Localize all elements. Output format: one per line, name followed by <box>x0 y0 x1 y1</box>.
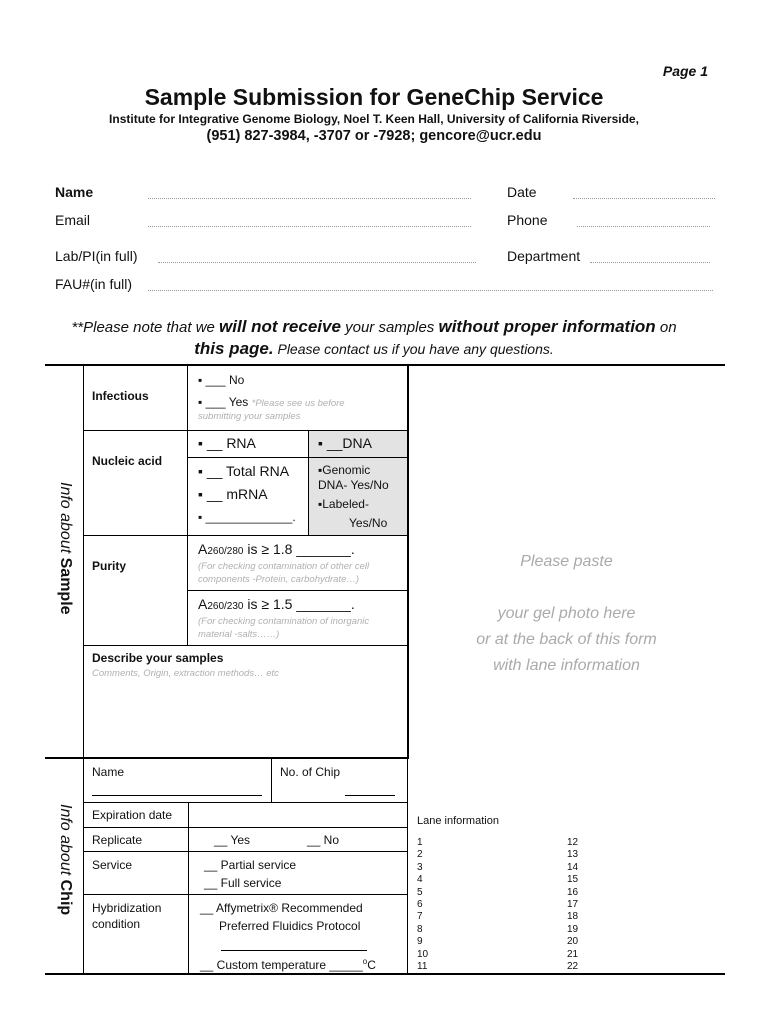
infectious-yes-option[interactable]: ▪ ___ Yes *Please see us before <box>198 395 345 409</box>
lane-list-right <box>567 837 578 973</box>
nucleic-subdivider <box>188 457 407 458</box>
paste-line-3: or at the back of this form <box>476 631 657 648</box>
lane-number: 18 <box>567 911 579 923</box>
table-bottom-border <box>45 973 725 975</box>
row-separator <box>84 645 407 646</box>
a260-230-field[interactable]: A260/230 is ≥ 1.5 _______. <box>198 596 355 612</box>
labeled-dna-option[interactable]: ▪Labeled- <box>318 497 369 511</box>
paste-line-4: with lane information <box>493 657 640 674</box>
replicate-yes-option[interactable]: __ Yes <box>214 833 251 847</box>
notice-line-2: this page. Please contact us if you have any questions. <box>194 339 554 358</box>
lane-number: 10 <box>417 948 429 960</box>
email-label: Email <box>55 212 91 228</box>
name-field[interactable] <box>148 198 471 199</box>
describe-hint: Comments, Origin, extraction methods… etc <box>92 668 279 679</box>
dna-option[interactable]: ▪ __DNA <box>318 435 372 451</box>
lane-number: 19 <box>567 923 579 935</box>
email-field[interactable] <box>148 226 471 227</box>
lane-info-title: Lane information <box>417 815 499 827</box>
a260-280-hint-1: (For checking contamination of other cell <box>198 561 370 572</box>
sample-side-label: Info about Sample <box>57 482 74 615</box>
lane-number: 7 <box>417 911 423 923</box>
lane-number: 22 <box>567 961 579 973</box>
chip-side-divider <box>83 758 84 974</box>
department-field[interactable] <box>590 262 710 263</box>
paste-line-2: your gel photo here <box>497 605 636 622</box>
fau-label: FAU#(in full) <box>55 276 133 292</box>
chip-name-divider <box>271 758 272 802</box>
fau-field[interactable] <box>148 290 713 291</box>
notice-line-1: **Please note that we will not receive your samples without proper information on <box>71 317 677 336</box>
date-label: Date <box>507 184 537 200</box>
lane-number: 8 <box>417 923 423 935</box>
lane-number: 11 <box>417 961 428 973</box>
total-rna-option[interactable]: ▪ __ Total RNA <box>198 463 290 479</box>
lane-list-left <box>417 837 428 973</box>
section-separator <box>45 757 409 759</box>
a260-230-hint-2: material -salts……) <box>198 629 280 640</box>
infectious-hint: submitting your samples <box>198 411 301 422</box>
page-number: Page 1 <box>662 63 708 79</box>
labeled-dna-yesno: Yes/No <box>349 516 388 530</box>
lane-number: 1 <box>417 837 423 848</box>
date-field[interactable] <box>573 198 715 199</box>
phone-label: Phone <box>507 212 548 228</box>
lane-number: 21 <box>567 948 579 960</box>
name-label: Name <box>55 184 94 200</box>
replicate-label: Replicate <box>92 833 143 847</box>
affymetrix-option[interactable]: __ Affymetrix® Recommended <box>200 901 363 915</box>
lane-number: 14 <box>567 861 579 873</box>
row-separator <box>188 590 407 591</box>
no-of-chip-field[interactable] <box>345 795 395 796</box>
no-of-chip-label: No. of Chip <box>280 765 341 779</box>
sample-label-divider <box>187 365 188 645</box>
row-separator <box>84 851 407 852</box>
expiration-label: Expiration date <box>92 808 173 822</box>
a260-230-hint-1: (For checking contamination of inorganic <box>198 616 370 627</box>
contact-line: (951) 827-3984, -3707 or -7928; gencore@ucr.edu <box>206 128 542 144</box>
rna-option[interactable]: ▪ __ RNA <box>198 435 256 451</box>
affymetrix-protocol: Preferred Fluidics Protocol <box>219 919 361 933</box>
a260-280-hint-2: components -Protein, carbohydrate…) <box>198 574 360 585</box>
paste-line-1: Please paste <box>520 553 613 570</box>
describe-area[interactable] <box>92 682 402 752</box>
department-label: Department <box>507 248 581 264</box>
genomic-dna-yesno: DNA- Yes/No <box>318 478 389 492</box>
mrna-option[interactable]: ▪ __ mRNA <box>198 486 268 502</box>
lane-number: 16 <box>567 886 579 898</box>
labpi-field[interactable] <box>158 262 476 263</box>
describe-label: Describe your samples <box>92 651 224 665</box>
dna-divider <box>308 431 309 535</box>
lane-number: 2 <box>417 849 423 861</box>
sample-right-border <box>407 365 409 758</box>
hybridization-label-2: condition <box>92 917 141 931</box>
infectious-no-option[interactable]: ▪ ___ No <box>198 373 245 387</box>
infectious-label: Infectious <box>92 389 149 403</box>
lane-number: 13 <box>567 849 579 861</box>
lane-number: 9 <box>417 936 423 948</box>
phone-field[interactable] <box>577 226 710 227</box>
chip-name-label: Name <box>92 765 125 779</box>
page-title: Sample Submission for GeneChip Service <box>144 84 604 110</box>
row-separator <box>84 894 407 895</box>
lane-number: 3 <box>417 861 423 873</box>
lane-number: 5 <box>417 886 423 898</box>
a260-280-field[interactable]: A260/280 is ≥ 1.8 _______. <box>198 541 355 557</box>
chip-name-field[interactable] <box>92 795 262 796</box>
labpi-label: Lab/PI(in full) <box>55 248 138 264</box>
chip-right-border <box>407 758 408 974</box>
other-rna-option[interactable]: ▪ _____________. <box>198 510 296 524</box>
chip-side-label: Info about Chip <box>57 804 74 916</box>
genomic-dna-option[interactable]: ▪Genomic <box>318 463 371 477</box>
partial-service-option[interactable]: __ Partial service <box>204 858 297 872</box>
lane-number: 15 <box>567 874 579 886</box>
lane-number: 17 <box>567 899 579 911</box>
protocol-blank-line[interactable] <box>221 950 367 951</box>
row-separator <box>84 827 407 828</box>
nucleic-acid-label: Nucleic acid <box>92 454 163 468</box>
custom-temperature-option[interactable]: __ Custom temperature _____$^o$C <box>200 957 376 972</box>
purity-label: Purity <box>92 559 127 573</box>
row-separator <box>84 802 407 803</box>
table-top-border <box>45 364 725 366</box>
row-separator <box>84 535 407 536</box>
hybridization-label-1: Hybridization <box>92 901 162 915</box>
lane-number: 6 <box>417 899 423 911</box>
replicate-no-option[interactable]: __ No <box>307 833 340 847</box>
lane-number: 12 <box>567 837 579 848</box>
institute-line: Institute for Integrative Genome Biology, Noel T. Keen Hall, University of California Riverside, <box>109 112 639 126</box>
full-service-option[interactable]: __ Full service <box>204 876 282 890</box>
service-label: Service <box>92 858 133 872</box>
lane-number: 20 <box>567 936 579 948</box>
sample-side-divider <box>83 365 84 758</box>
lane-number: 4 <box>417 874 423 886</box>
